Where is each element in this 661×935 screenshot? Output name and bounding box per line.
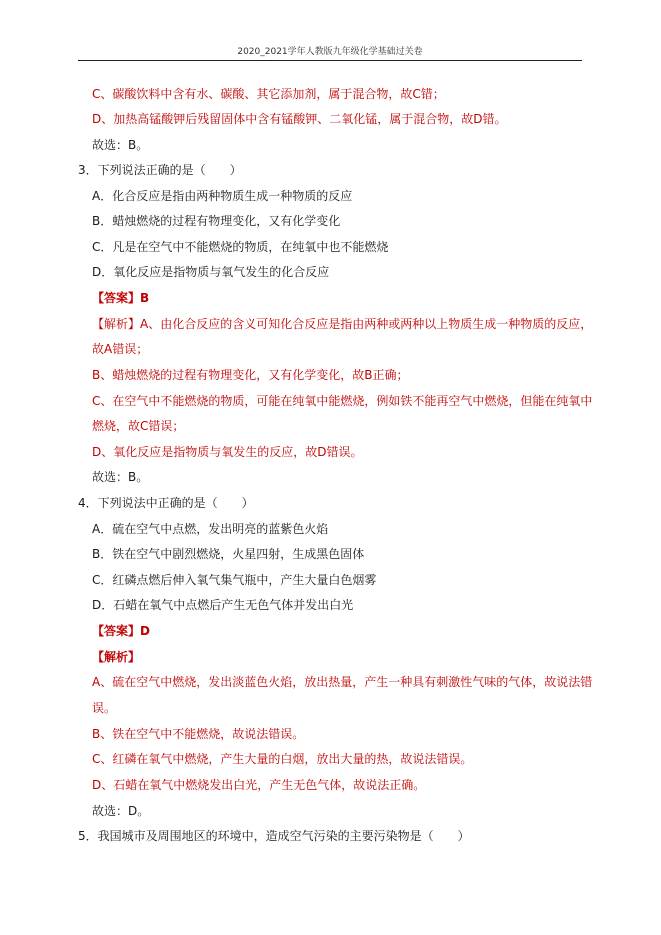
question-4-answer: 【答案】D [92,624,150,638]
explanation-line: D、加热高锰酸钾后残留固体中含有锰酸钾、二氧化锰，属于混合物，故D错。 [92,112,507,126]
answer-choice-line: 故选：B。 [92,138,149,152]
question-3-analysis: D、氧化反应是指物质与氧发生的反应，故D错误。 [92,445,363,459]
question-3-option-b: B．蜡烛燃烧的过程有物理变化，又有化学变化 [92,214,341,228]
page-header-title: 2020_2021学年人教版九年级化学基础过关卷 [237,47,423,57]
question-3-stem: 3．下列说法正确的是（ ） [78,163,242,177]
question-4-analysis: A、硫在空气中燃烧，发出淡蓝色火焰，放出热量，产生一种具有刺激性气味的气体，故说法错 [92,675,593,689]
question-3-analysis: 燃烧，故C错误； [92,419,185,433]
question-4-analysis: 误。 [92,701,117,715]
question-4-analysis: D、石蜡在氧气中燃烧发出白光，产生无色气体，故说法正确。 [92,778,426,792]
question-3-option-d: D．氧化反应是指物质与氧气发生的化合反应 [92,265,330,279]
question-4-analysis-label: 【解析】 [92,650,141,664]
question-4-option-d: D．石蜡在氧气中点燃后产生无色气体并发出白光 [92,598,354,612]
question-4-analysis: C、红磷在氧气中燃烧，产生大量的白烟，放出大量的热，故说法错误。 [92,752,473,766]
question-3-analysis: 故A错误； [92,342,149,356]
question-4-choice: 故选：D。 [92,804,150,818]
question-3-analysis: B、蜡烛燃烧的过程有物理变化，又有化学变化，故B正确； [92,368,409,382]
question-3-answer: 【答案】B [92,291,150,305]
question-4-stem: 4．下列说法中正确的是（ ） [78,496,254,510]
question-3-analysis: 【解析】A、由化合反应的含义可知化合反应是指由两种或两种以上物质生成一种物质的反应， [92,317,593,331]
explanation-line: C、碳酸饮料中含有水、碳酸、其它添加剂，属于混合物，故C错； [92,87,445,101]
header-divider [78,60,582,61]
question-4-option-c: C．红磷点燃后伸入氧气集气瓶中，产生大量白色烟雾 [92,573,377,587]
question-5-stem: 5．我国城市及周围地区的环境中，造成空气污染的主要污染物是（ ） [78,829,470,843]
question-4-option-a: A．硫在空气中点燃，发出明亮的蓝紫色火焰 [92,522,329,536]
question-3-analysis: C、在空气中不能燃烧的物质，可能在纯氧中能燃烧，例如铁不能再空气中燃烧，但能在纯氧中 [92,394,593,408]
question-3-option-a: A．化合反应是指由两种物质生成一种物质的反应 [92,189,353,203]
question-4-analysis: B、铁在空气中不能燃烧，故说法错误。 [92,727,305,741]
question-3-choice: 故选：B。 [92,470,149,484]
question-4-option-b: B．铁在空气中剧烈燃烧，火星四射，生成黑色固体 [92,547,365,561]
question-3-option-c: C．凡是在空气中不能燃烧的物质，在纯氧中也不能燃烧 [92,240,389,254]
